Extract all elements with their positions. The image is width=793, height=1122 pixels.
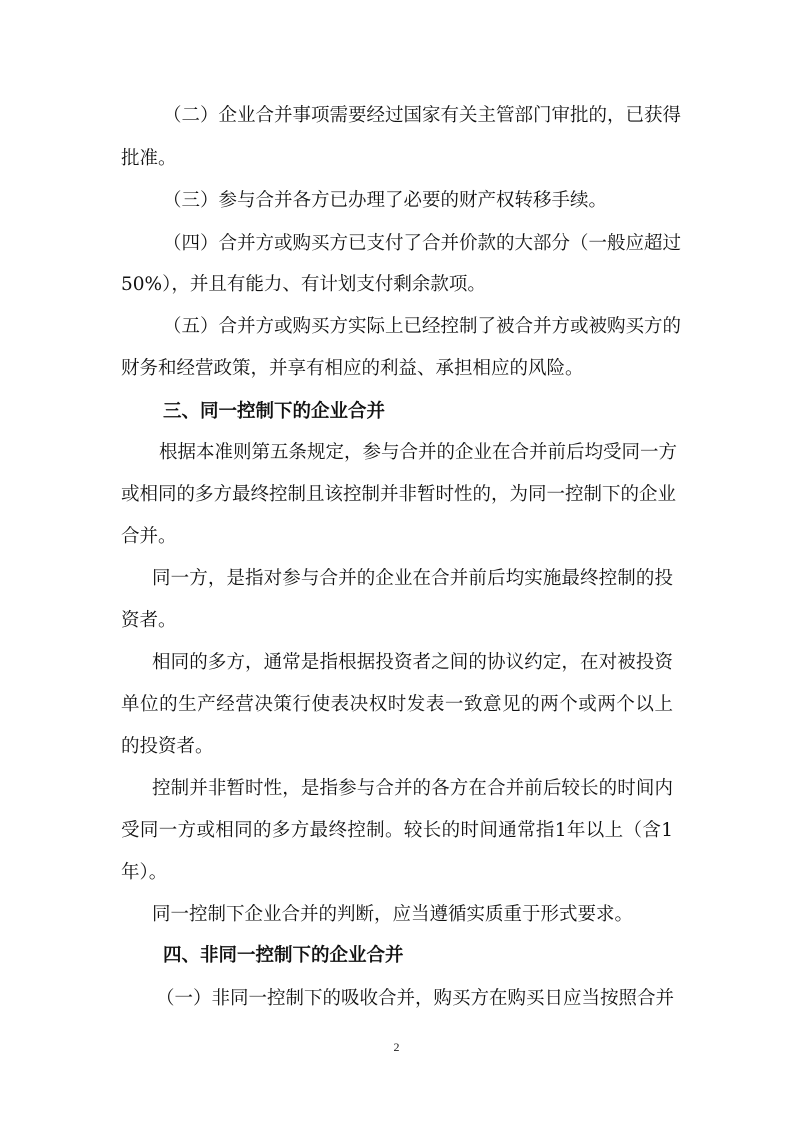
paragraph-6-line-1: 根据本准则第五条规定，参与合并的企业在合并前后均受同一方 [159, 442, 678, 463]
paragraph-9-line-2: 受同一方或相同的多方最终控制。较长的时间通常指1年以上（含1 [121, 820, 673, 841]
paragraph-9-line-1: 控制并非暂时性，是指参与合并的各方在合并前后较长的时间内 [152, 778, 673, 799]
paragraph-5-line-1: （五）合并方或购买方实际上已经控制了被合并方或被购买方的 [163, 316, 682, 337]
section-heading-4: 四、非同一控制下的企业合并 [163, 945, 404, 966]
paragraph-8-line-3: 的投资者。 [121, 736, 214, 757]
paragraph-7-line-2: 资者。 [121, 610, 177, 631]
paragraph-8-line-2: 单位的生产经营决策行使表决权时发表一致意见的两个或两个以上 [121, 694, 673, 715]
paragraph-10-line-1: 同一控制下企业合并的判断，应当遵循实质重于形式要求。 [152, 904, 634, 925]
paragraph-6-line-2: 或相同的多方最终控制且该控制并非暂时性的，为同一控制下的企业 [121, 484, 677, 505]
paragraph-11-line-1: （一）非同一控制下的吸收合并，购买方在购买日应当按照合并 [156, 988, 675, 1009]
paragraph-6-line-3: 合并。 [121, 526, 177, 547]
paragraph-3-line-1: （三）参与合并各方已办理了必要的财产权转移手续。 [163, 190, 608, 211]
paragraph-4-line-2: 50%），并且有能力、有计划支付剩余款项。 [121, 274, 486, 295]
paragraph-5-line-2: 财务和经营政策，并享有相应的利益、承担相应的风险。 [121, 358, 584, 379]
paragraph-4-line-1: （四）合并方或购买方已支付了合并价款的大部分（一般应超过 [163, 233, 682, 254]
paragraph-8-line-1: 相同的多方，通常是指根据投资者之间的协议约定，在对被投资 [152, 652, 673, 673]
paragraph-9-line-3: 年）。 [121, 862, 168, 883]
paragraph-7-line-1: 同一方，是指对参与合并的企业在合并前后均实施最终控制的投 [152, 568, 673, 589]
section-heading-3: 三、同一控制下的企业合并 [163, 401, 386, 422]
paragraph-2-line-2: 批准。 [121, 148, 177, 169]
page-number: 2 [393, 1040, 400, 1054]
paragraph-2-line-1: （二）企业合并事项需要经过国家有关主管部门审批的，已获得 [163, 105, 682, 126]
